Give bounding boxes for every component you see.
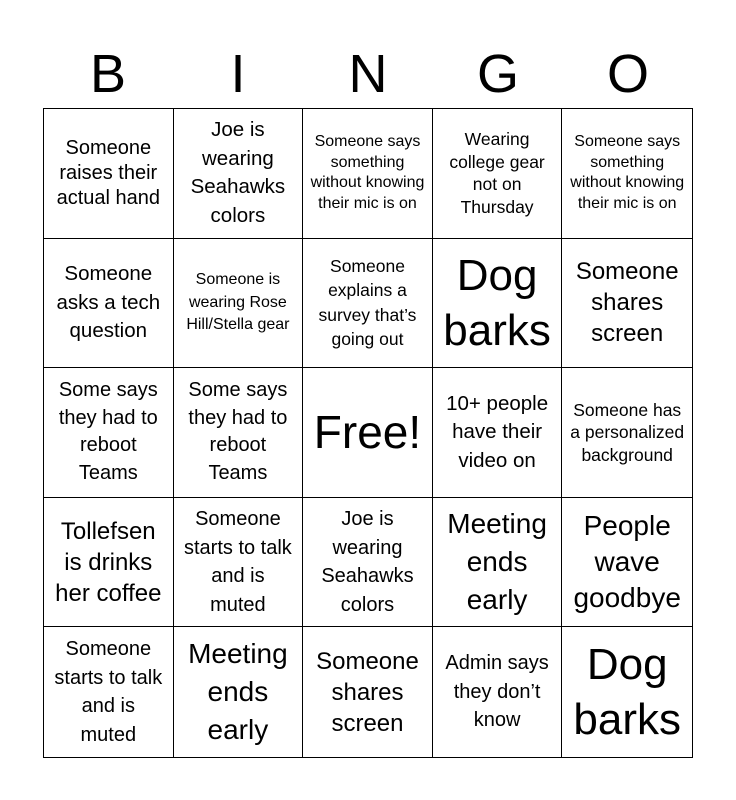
bingo-cell-r5-c3[interactable]: [303, 627, 433, 757]
bingo-cell-text: Dog barks: [443, 250, 551, 355]
header-letter-i: I: [230, 44, 246, 104]
bingo-cell-r5-c4[interactable]: [433, 627, 563, 757]
header-letter-o: O: [606, 44, 649, 104]
bingo-cell-r3-c4[interactable]: [433, 368, 563, 498]
bingo-cell-r4-c2[interactable]: [174, 498, 304, 628]
bingo-header: [43, 40, 693, 108]
bingo-cell-text: Joe is wearing Seahawks colors: [190, 118, 286, 227]
bingo-cell-text: Tollefsen is drinks her coffee: [55, 517, 162, 607]
bingo-cell-r5-c2[interactable]: [174, 627, 304, 757]
bingo-cell-text: Some says they had to reboot Teams: [188, 379, 288, 484]
bingo-cell-text: Someone explains a survey that’s going out: [318, 255, 417, 350]
bingo-cell-r3-c3[interactable]: [303, 368, 433, 498]
bingo-cell-text: Someone has a personalized background: [570, 399, 685, 465]
bingo-cell-text: Someone is wearing Rose Hill/Stella gear: [186, 271, 290, 334]
bingo-cell-text: People wave goodbye: [573, 510, 681, 614]
bingo-cell-text: Meeting ends early: [188, 638, 288, 746]
bingo-cell-r3-c1[interactable]: [44, 368, 174, 498]
bingo-cell-text: Someone starts to talk and is muted: [54, 638, 163, 746]
bingo-cell-text: Wearing college gear not on Thursday: [449, 129, 545, 217]
bingo-cell-text: Someone raises their actual hand: [56, 136, 160, 209]
bingo-cell-r1-c5[interactable]: [562, 109, 692, 239]
bingo-cell-r3-c5[interactable]: [562, 368, 692, 498]
bingo-cell-r4-c1[interactable]: [44, 498, 174, 628]
header-letter-g: G: [476, 44, 519, 104]
bingo-cell-r2-c1[interactable]: [44, 239, 174, 369]
bingo-cell-text: Some says they had to reboot Teams: [58, 379, 158, 484]
bingo-cell-r2-c2[interactable]: [174, 239, 304, 369]
bingo-cell-r1-c3[interactable]: [303, 109, 433, 239]
bingo-cell-text: Someone shares screen: [575, 258, 679, 348]
bingo-cell-text: Someone says something without knowing their mic is on: [570, 133, 685, 212]
bingo-cell-r1-c2[interactable]: [174, 109, 304, 239]
bingo-board: [43, 108, 693, 758]
bingo-cell-r2-c5[interactable]: [562, 239, 692, 369]
bingo-cell-text: Free!: [313, 406, 422, 459]
bingo-cell-r2-c4[interactable]: [433, 239, 563, 369]
header-letter-n: N: [348, 44, 388, 104]
bingo-cell-r4-c3[interactable]: [303, 498, 433, 628]
bingo-cell-text: 10+ people have their video on: [446, 391, 549, 472]
bingo-cell-r2-c3[interactable]: [303, 239, 433, 369]
bingo-cell-text: Someone asks a tech question: [56, 262, 161, 343]
bingo-cell-r5-c1[interactable]: [44, 627, 174, 757]
bingo-cell-text: Someone shares screen: [316, 647, 419, 737]
bingo-cell-text: Someone starts to talk and is muted: [183, 508, 292, 616]
bingo-cell-r1-c1[interactable]: [44, 109, 174, 239]
bingo-cell-r3-c2[interactable]: [174, 368, 304, 498]
bingo-cell-r4-c4[interactable]: [433, 498, 563, 628]
bingo-cell-text: Admin says they don’t know: [445, 652, 549, 732]
bingo-cell-r4-c5[interactable]: [562, 498, 692, 628]
bingo-cell-text: Meeting ends early: [447, 508, 547, 616]
bingo-cell-r1-c4[interactable]: [433, 109, 563, 239]
bingo-cell-text: Joe is wearing Seahawks colors: [321, 508, 414, 616]
bingo-cell-r5-c5[interactable]: [562, 627, 692, 757]
header-letter-b: B: [89, 44, 127, 104]
bingo-cell-text: Someone says something without knowing their mic is on: [310, 133, 425, 212]
bingo-cell-text: Dog barks: [573, 640, 681, 745]
